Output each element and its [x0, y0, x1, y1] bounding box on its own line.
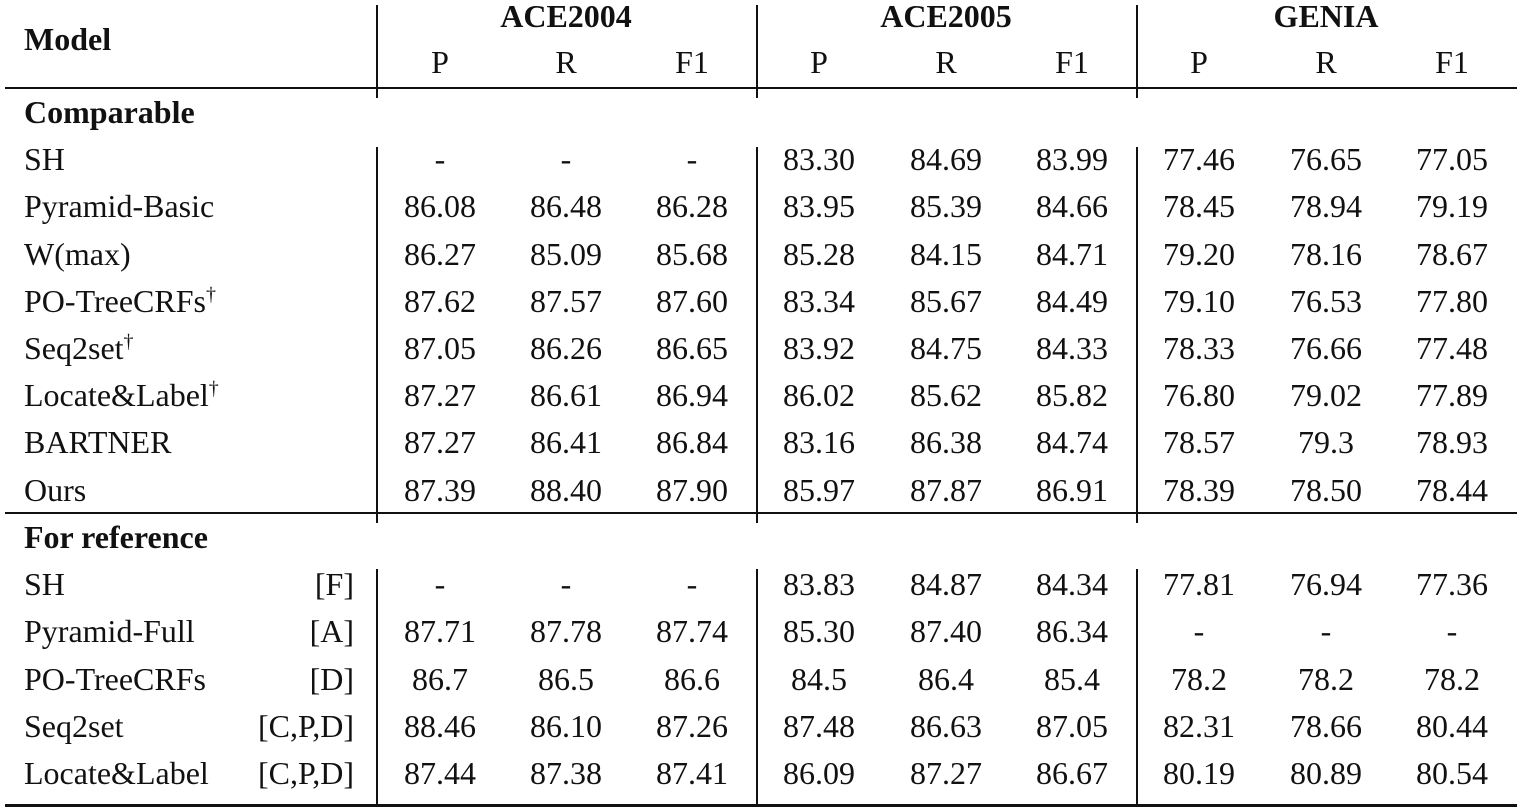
table-cell: 86.7: [412, 660, 468, 697]
row-model-name: Locate&Label†: [24, 377, 219, 414]
section-title: Comparable: [24, 94, 195, 130]
table-cell: 76.65: [1290, 141, 1362, 178]
table-cell: -: [1320, 613, 1332, 650]
table-cell: 80.44: [1416, 707, 1488, 744]
table-cell: 86.09: [783, 755, 855, 791]
row-model-name: BARTNER: [24, 424, 172, 461]
table-cell: 80.89: [1290, 755, 1362, 791]
row-feature-tag: [A]: [309, 613, 354, 650]
table-cell: 77.36: [1416, 566, 1488, 603]
table-cell: 86.08: [404, 188, 476, 225]
row-model-name: PO-TreeCRFs†: [24, 282, 216, 319]
table-cell: 77.48: [1416, 330, 1488, 366]
table-cell: 83.95: [783, 188, 855, 225]
dagger-mark: †: [208, 377, 219, 400]
table-cell: 76.94: [1290, 566, 1362, 603]
metric-header: P: [1190, 44, 1208, 80]
row-model-name: Pyramid-Full: [24, 613, 195, 650]
dataset-header-ace2005: ACE2005: [880, 0, 1012, 34]
row-model-name: Ours: [24, 471, 87, 508]
table-cell: -: [560, 566, 572, 603]
row-model-name: Seq2set†: [24, 330, 134, 366]
table-cell: 84.34: [1036, 566, 1108, 603]
table-cell: 78.33: [1163, 330, 1235, 366]
table-cell: 79.20: [1163, 235, 1235, 272]
table-cell: 87.05: [1036, 707, 1108, 744]
table-cell: 78.94: [1290, 188, 1362, 225]
metric-header: P: [431, 44, 449, 80]
table-cell: 87.38: [530, 755, 602, 791]
metric-header: R: [555, 44, 577, 80]
table-cell: 79.10: [1163, 282, 1235, 319]
header-rule: [5, 87, 1517, 89]
table-cell: 85.68: [656, 235, 728, 272]
metric-header: F1: [1435, 44, 1469, 80]
table-cell: 87.48: [783, 707, 855, 744]
table-cell: 80.54: [1416, 755, 1488, 791]
table-cell: 87.71: [404, 613, 476, 650]
table-cell: 83.34: [783, 282, 855, 319]
table-cell: 86.94: [656, 377, 728, 414]
table-cell: 84.5: [791, 660, 847, 697]
table-cell: 78.50: [1290, 471, 1362, 508]
table-cell: 77.05: [1416, 141, 1488, 178]
table-cell: 85.82: [1036, 377, 1108, 414]
table-cell: 76.66: [1290, 330, 1362, 366]
table-cell: 87.05: [404, 330, 476, 366]
table-cell: 87.40: [910, 613, 982, 650]
column-rule: [376, 569, 378, 804]
column-rule: [1136, 569, 1138, 804]
dagger-mark: †: [205, 283, 216, 306]
table-cell: 87.74: [656, 613, 728, 650]
table-cell: 85.4: [1044, 660, 1100, 697]
bottom-rule: [5, 804, 1517, 807]
column-rule: [756, 147, 758, 523]
metric-header: R: [935, 44, 957, 80]
section-rule: [5, 512, 1517, 514]
row-model-name: SH: [24, 141, 65, 178]
table-cell: 87.27: [404, 424, 476, 461]
table-cell: -: [434, 566, 446, 603]
table-cell: 77.46: [1163, 141, 1235, 178]
column-rule: [376, 147, 378, 523]
table-cell: 86.26: [530, 330, 602, 366]
metric-header: P: [810, 44, 828, 80]
table-cell: 80.19: [1163, 755, 1235, 791]
table-cell: 86.63: [910, 707, 982, 744]
table-cell: 85.09: [530, 235, 602, 272]
table-cell: 78.57: [1163, 424, 1235, 461]
table-cell: 84.49: [1036, 282, 1108, 319]
table-cell: 86.27: [404, 235, 476, 272]
metric-header: R: [1315, 44, 1337, 80]
table-cell: 86.02: [783, 377, 855, 414]
table-cell: 87.87: [910, 471, 982, 508]
column-rule: [756, 569, 758, 804]
table-cell: 87.57: [530, 282, 602, 319]
column-rule: [1136, 147, 1138, 523]
table-cell: 84.66: [1036, 188, 1108, 225]
table-cell: 86.48: [530, 188, 602, 225]
table-cell: 88.46: [404, 707, 476, 744]
table-cell: -: [434, 141, 446, 178]
metric-header: F1: [675, 44, 709, 80]
table-cell: 78.45: [1163, 188, 1235, 225]
row-model-name: Seq2set: [24, 707, 124, 744]
row-feature-tag: [D]: [309, 660, 354, 697]
table-cell: 87.27: [404, 377, 476, 414]
table-cell: 84.74: [1036, 424, 1108, 461]
table-cell: 87.27: [910, 755, 982, 791]
table-cell: 88.40: [530, 471, 602, 508]
table-cell: 83.92: [783, 330, 855, 366]
column-rule: [756, 5, 758, 98]
table-cell: 87.62: [404, 282, 476, 319]
table-cell: 87.90: [656, 471, 728, 508]
table-cell: 79.19: [1416, 188, 1488, 225]
table-cell: -: [686, 566, 698, 603]
table-cell: 85.30: [783, 613, 855, 650]
table-cell: 77.89: [1416, 377, 1488, 414]
table-cell: 87.78: [530, 613, 602, 650]
table-cell: 84.71: [1036, 235, 1108, 272]
table-cell: 85.67: [910, 282, 982, 319]
table-cell: 78.2: [1171, 660, 1227, 697]
table-cell: -: [560, 141, 572, 178]
table-cell: 83.99: [1036, 141, 1108, 178]
table-cell: 78.44: [1416, 471, 1488, 508]
table-cell: 83.16: [783, 424, 855, 461]
table-cell: 78.67: [1416, 235, 1488, 272]
table-cell: 87.26: [656, 707, 728, 744]
row-model-name: PO-TreeCRFs: [24, 660, 206, 697]
dataset-header-genia: GENIA: [1273, 0, 1379, 34]
table-cell: 86.61: [530, 377, 602, 414]
table-cell: 78.2: [1298, 660, 1354, 697]
table-cell: 79.02: [1290, 377, 1362, 414]
row-model-name: Locate&Label: [24, 755, 209, 791]
table-cell: 87.44: [404, 755, 476, 791]
table-cell: 83.83: [783, 566, 855, 603]
table-cell: 78.39: [1163, 471, 1235, 508]
table-cell: 85.28: [783, 235, 855, 272]
table-cell: 77.81: [1163, 566, 1235, 603]
column-rule: [376, 5, 378, 98]
row-model-name: Pyramid-Basic: [24, 188, 215, 225]
table-cell: 85.62: [910, 377, 982, 414]
row-model-name: SH: [24, 566, 65, 603]
table-cell: 87.39: [404, 471, 476, 508]
table-cell: 85.97: [783, 471, 855, 508]
table-cell: 87.60: [656, 282, 728, 319]
table-cell: 86.65: [656, 330, 728, 366]
row-model-name: W(max): [24, 235, 131, 272]
table-cell: 86.91: [1036, 471, 1108, 508]
dagger-mark: †: [123, 330, 134, 353]
model-column-header: Model: [24, 21, 112, 57]
table-cell: 77.80: [1416, 282, 1488, 319]
table-cell: 86.67: [1036, 755, 1108, 791]
table-cell: 85.39: [910, 188, 982, 225]
column-rule: [1136, 5, 1138, 98]
table-cell: 86.34: [1036, 613, 1108, 650]
table-cell: 86.5: [538, 660, 594, 697]
table-cell: 78.93: [1416, 424, 1488, 461]
row-feature-tag: [F]: [314, 566, 354, 603]
metric-header: F1: [1055, 44, 1089, 80]
table-cell: 76.53: [1290, 282, 1362, 319]
table-cell: 76.80: [1163, 377, 1235, 414]
table-cell: 86.4: [918, 660, 974, 697]
table-cell: -: [686, 141, 698, 178]
table-cell: 87.41: [656, 755, 728, 791]
table-cell: 82.31: [1163, 707, 1235, 744]
table-cell: 84.69: [910, 141, 982, 178]
table-cell: 84.15: [910, 235, 982, 272]
table-cell: 86.38: [910, 424, 982, 461]
table-cell: 78.66: [1290, 707, 1362, 744]
table-cell: 78.16: [1290, 235, 1362, 272]
table-cell: 86.28: [656, 188, 728, 225]
section-title: For reference: [24, 519, 208, 555]
table-cell: 86.84: [656, 424, 728, 461]
table-cell: 78.2: [1424, 660, 1480, 697]
table-cell: 86.10: [530, 707, 602, 744]
table-cell: 86.6: [664, 660, 720, 697]
row-feature-tag: [C,P,D]: [257, 755, 354, 791]
table-cell: 84.87: [910, 566, 982, 603]
dataset-header-ace2004: ACE2004: [500, 0, 632, 34]
table-cell: -: [1193, 613, 1205, 650]
table-cell: 79.3: [1298, 424, 1354, 461]
table-cell: 83.30: [783, 141, 855, 178]
table-cell: 84.75: [910, 330, 982, 366]
row-feature-tag: [C,P,D]: [257, 707, 354, 744]
table-cell: 86.41: [530, 424, 602, 461]
table-cell: 84.33: [1036, 330, 1108, 366]
table-cell: -: [1446, 613, 1458, 650]
